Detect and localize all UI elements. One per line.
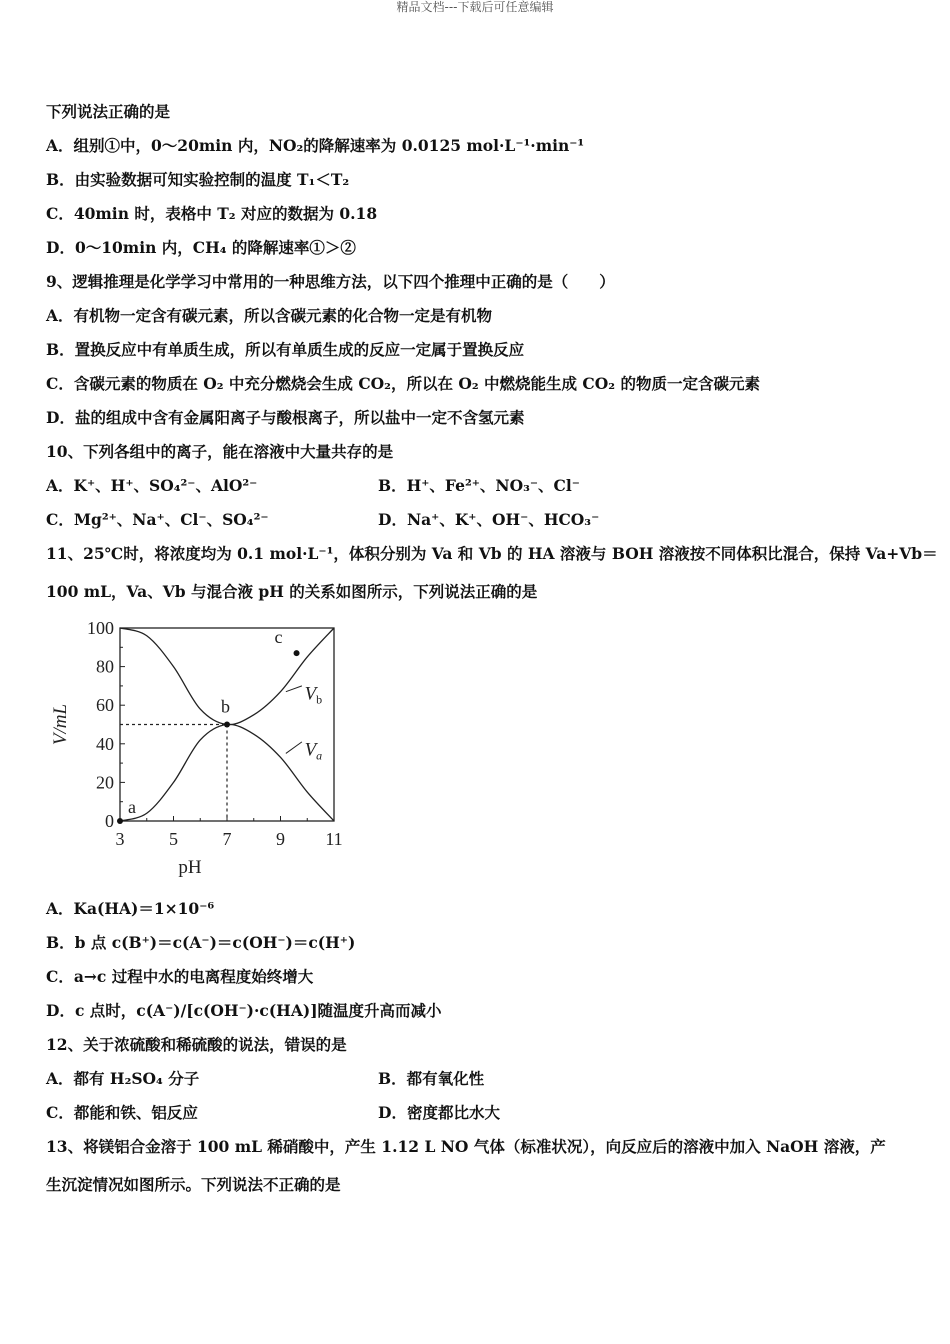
q8-option-c: C．40min 时，表格中 T₂ 对应的数据为 0.18: [46, 204, 378, 223]
q8-option-d: D．0～10min 内，CH₄ 的降解速率①＞②: [46, 238, 356, 257]
y-axis-label: V/mL: [50, 703, 71, 746]
q13-stem-line2: 生沉淀情况如图所示。下列说法不正确的是: [46, 1175, 341, 1194]
x-tick-label: 5: [169, 829, 178, 849]
q8-option-a: A．组别①中，0～20min 内，NO₂的降解速率为 0.0125 mol·L⁻¹·min⁻¹: [46, 136, 585, 155]
y-tick-label: 20: [96, 772, 114, 793]
q11-chart: [46, 612, 366, 884]
series-leader-vb: [286, 686, 302, 692]
y-tick-label: 0: [105, 811, 114, 831]
q9-option-d: D．盐的组成中含有金属阳离子与酸根离子，所以盐中一定不含氢元素: [46, 408, 525, 427]
x-tick-label: 9: [276, 829, 285, 849]
x-axis-label: pH: [178, 857, 202, 878]
y-tick-label: 60: [96, 695, 114, 716]
q9-option-b: B．置换反应中有单质生成，所以有单质生成的反应一定属于置换反应: [46, 340, 525, 359]
y-tick-label: 100: [87, 618, 114, 638]
q13-stem-line1: 13、将镁铝合金溶于 100 mL 稀硝酸中，产生 1.12 L NO 气体（标准状况），向反应后的溶液中加入 NaOH 溶液，产: [46, 1137, 886, 1156]
q12-option-b: B．都有氧化性: [378, 1069, 485, 1088]
q10-option-c: C．Mg²⁺、Na⁺、Cl⁻、SO₄²⁻: [46, 510, 269, 529]
q8-stem: 下列说法正确的是: [46, 102, 171, 121]
q12-option-c: C．都能和铁、铝反应: [46, 1103, 198, 1122]
q9-option-a: A．有机物一定含有碳元素，所以含碳元素的化合物一定是有机物: [46, 306, 493, 325]
q10-option-d: D．Na⁺、K⁺、OH⁻、HCO₃⁻: [378, 510, 600, 529]
point-a: [117, 818, 123, 824]
point-b: [224, 722, 230, 728]
x-tick-label: 3: [115, 829, 125, 849]
y-tick-label: 40: [96, 733, 114, 754]
q10-option-b: B．H⁺、Fe²⁺、NO₃⁻、Cl⁻: [378, 476, 580, 495]
q11-stem-line2: 100 mL，Va、Vb 与混合液 pH 的关系如图所示，下列说法正确的是: [46, 582, 538, 601]
x-tick-label: 11: [325, 829, 343, 849]
point-label-a: a: [128, 797, 136, 817]
q11-stem-line1: 11、25℃时，将浓度均为 0.1 mol·L⁻¹，体积分别为 Va 和 Vb 的 HA 溶液与 BOH 溶液按不同体积比混合，保持 Va+Vb＝: [46, 544, 938, 563]
q11-option-a: A．Ka(HA)＝1×10⁻⁶: [46, 899, 215, 918]
series-leader-va: [286, 742, 302, 754]
q12-option-d: D．密度都比水大: [378, 1103, 500, 1122]
q9-stem: 9、逻辑推理是化学学习中常用的一种思维方法，以下四个推理中正确的是（ ）: [46, 272, 615, 291]
series-label-vb: $V_b$: [304, 683, 323, 707]
q12-stem: 12、关于浓硫酸和稀硫酸的说法，错误的是: [46, 1035, 347, 1054]
q9-option-c: C．含碳元素的物质在 O₂ 中充分燃烧会生成 CO₂，所以在 O₂ 中燃烧能生成 CO₂ 的物质一定含碳元素: [46, 374, 760, 393]
q10-stem: 10、下列各组中的离子，能在溶液中大量共存的是: [46, 442, 394, 461]
q8-option-b: B．由实验数据可知实验控制的温度 T₁＜T₂: [46, 170, 350, 189]
q11-option-b: B．b 点 c(B⁺)＝c(A⁻)＝c(OH⁻)＝c(H⁺): [46, 933, 356, 952]
point-label-b: b: [221, 696, 230, 717]
point-label-c: c: [274, 627, 283, 648]
page-header: 精品文档---下载后可任意编辑: [396, 0, 554, 14]
q11-option-d: D．c 点时，c(A⁻)/[c(OH⁻)·c(HA)]随温度升高而减小: [46, 1001, 442, 1020]
point-c: [294, 650, 300, 656]
q12-option-a: A．都有 H₂SO₄ 分子: [46, 1069, 200, 1088]
q10-option-a: A．K⁺、H⁺、SO₄²⁻、AlO²⁻: [46, 476, 258, 495]
series-label-va: $V_a$: [304, 739, 323, 763]
y-tick-label: 80: [96, 656, 114, 677]
x-tick-label: 7: [222, 829, 232, 849]
q11-option-c: C．a→c 过程中水的电离程度始终增大: [46, 967, 314, 986]
